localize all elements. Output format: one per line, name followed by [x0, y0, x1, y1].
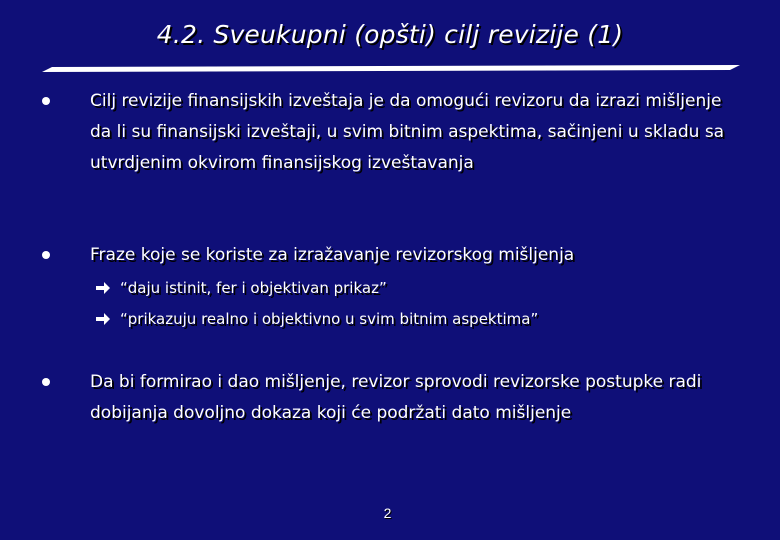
page-number: 2	[383, 505, 392, 521]
bullet-text: Da bi formirao i dao mišljenje, revizor sprovodi revizorske postupke radi dobijanja dovoljno dokaza koji će podržati dato mišljenje	[90, 372, 702, 423]
bullet-dot	[42, 378, 50, 386]
sub-bullet-text: “prikazuju realno i objektivno u svim bitnim aspektima”	[120, 310, 539, 328]
bullet-text: Fraze koje se koriste za izražavanje revizorskog mišljenja	[90, 245, 575, 265]
sub-bullet-text: “daju istinit, fer i objektivan prikaz”	[120, 279, 387, 297]
arrow-right-icon	[96, 313, 110, 325]
slide-title: 4.2. Sveukupni (opšti) cilj revizije (1)	[156, 20, 624, 49]
sub-bullet	[96, 308, 538, 330]
sub-bullet	[96, 277, 387, 299]
bullet-dot	[42, 251, 50, 259]
arrow-right-icon	[96, 282, 110, 294]
title-divider	[42, 64, 740, 74]
bullet-text: Cilj revizije finansijskih izveštaja je da omogući revizoru da izrazi mišljenje da li su finansijski izveštaji, u svim bitnim aspektima, sačinjeni u skladu sa utvrdjenim okvirom finansijskog izveštavanja	[90, 91, 725, 173]
bullet-dot	[42, 97, 50, 105]
